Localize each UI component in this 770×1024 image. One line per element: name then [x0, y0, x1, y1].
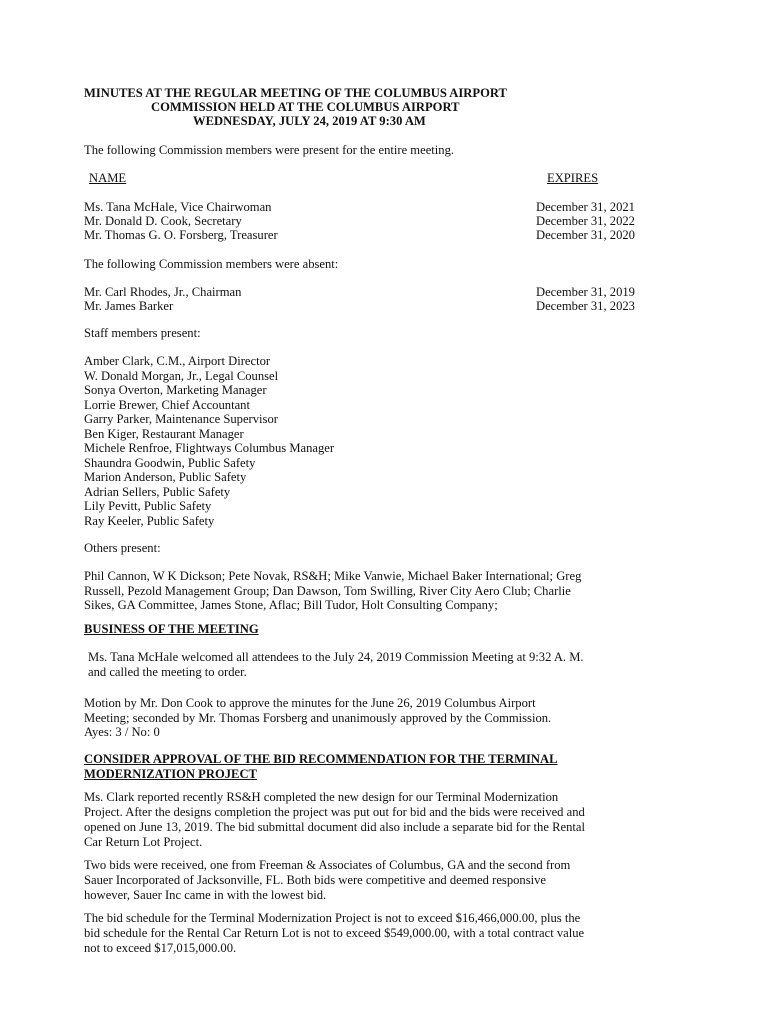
welcome-line: Ms. Tana McHale welcomed all attendees to the July 24, 2019 Commission Meeting at 9:32 A. M. — [88, 650, 584, 664]
title-line-3: WEDNESDAY, JULY 24, 2019 AT 9:30 AM — [193, 114, 426, 128]
others-line: Phil Cannon, W K Dickson; Pete Novak, RS&H; Mike Vanwie, Michael Baker International; Greg — [84, 569, 582, 583]
absent-member-name: Mr. James Barker — [84, 299, 174, 313]
staff-member: Marion Anderson, Public Safety — [84, 470, 247, 484]
motion-line: Ayes: 3 / No: 0 — [84, 725, 160, 739]
present-member-expires: December 31, 2022 — [536, 214, 635, 228]
business-heading: BUSINESS OF THE MEETING — [84, 622, 259, 636]
others-line: Russell, Pezold Management Group; Dan Dawson, Tom Swilling, River City Aero Club; Charlie — [84, 583, 571, 598]
bid-heading-line: CONSIDER APPROVAL OF THE BID RECOMMENDATION FOR THE TERMINAL — [84, 752, 558, 766]
present-member-name: Mr. Donald D. Cook, Secretary — [84, 214, 242, 228]
bid-para3-line: not to exceed $17,015,000.00. — [84, 941, 237, 955]
bid-para3-line: The bid schedule for the Terminal Modernization Project is not to exceed $16,466,000.00, plus the — [84, 911, 581, 925]
bid-para1-line: Ms. Clark reported recently RS&H completed the new design for our Terminal Modernization — [84, 790, 559, 804]
bid-para1-line: Project. After the designs completion the project was put out for bid and the bids were received and — [84, 805, 585, 819]
present-intro: The following Commission members were present for the entire meeting. — [84, 143, 455, 157]
staff-member: Lily Pevitt, Public Safety — [84, 499, 212, 513]
expires-column-header: EXPIRES — [547, 171, 599, 185]
staff-member: Garry Parker, Maintenance Supervisor — [84, 412, 278, 426]
present-member-expires: December 31, 2021 — [536, 200, 635, 214]
welcome-line: and called the meeting to order. — [88, 665, 247, 679]
motion-line: Meeting; seconded by Mr. Thomas Forsberg and unanimously approved by the Commission. — [84, 710, 552, 725]
staff-member: Shaundra Goodwin, Public Safety — [84, 455, 256, 470]
bid-heading-line: MODERNIZATION PROJECT — [84, 766, 257, 781]
staff-intro: Staff members present: — [84, 326, 201, 340]
bid-para1-line: Car Return Lot Project. — [84, 835, 203, 849]
others-line: Sikes, GA Committee, James Stone, Aflac; Bill Tudor, Holt Consulting Company; — [84, 598, 498, 612]
title-line-2: COMMISSION HELD AT THE COLUMBUS AIRPORT — [151, 100, 460, 114]
title-line-1: MINUTES AT THE REGULAR MEETING OF THE COLUMBUS AIRPORT — [84, 86, 507, 100]
staff-member: Amber Clark, C.M., Airport Director — [84, 354, 271, 368]
staff-member: Sonya Overton, Marketing Manager — [84, 383, 267, 397]
staff-member: Adrian Sellers, Public Safety — [84, 484, 231, 499]
bid-para2-line: Sauer Incorporated of Jacksonville, FL. Both bids were competitive and deemed responsive — [84, 873, 546, 887]
present-member-name: Ms. Tana McHale, Vice Chairwoman — [84, 200, 272, 214]
name-column-header: NAME — [89, 171, 127, 185]
absent-intro: The following Commission members were absent: — [84, 257, 339, 271]
bid-para2-line: Two bids were received, one from Freeman & Associates of Columbus, GA and the second from — [84, 858, 571, 872]
bid-para3-line: bid schedule for the Rental Car Return Lot is not to exceed $549,000.00, with a total contract value — [84, 926, 585, 940]
present-member-expires: December 31, 2020 — [536, 228, 635, 242]
absent-member-expires: December 31, 2023 — [536, 299, 635, 313]
present-member-name: Mr. Thomas G. O. Forsberg, Treasurer — [84, 228, 278, 242]
absent-member-expires: December 31, 2019 — [536, 285, 635, 299]
bid-para2-line: however, Sauer Inc came in with the lowest bid. — [84, 888, 327, 902]
staff-member: W. Donald Morgan, Jr., Legal Counsel — [84, 368, 279, 383]
staff-member: Ben Kiger, Restaurant Manager — [84, 426, 244, 441]
staff-member: Ray Keeler, Public Safety — [84, 513, 215, 528]
staff-member: Michele Renfroe, Flightways Columbus Manager — [84, 441, 335, 455]
others-intro: Others present: — [84, 541, 161, 555]
motion-line: Motion by Mr. Don Cook to approve the minutes for the June 26, 2019 Columbus Airport — [84, 696, 536, 710]
absent-member-name: Mr. Carl Rhodes, Jr., Chairman — [84, 285, 242, 299]
bid-para1-line: opened on June 13, 2019. The bid submittal document did also include a separate bid for the Rental — [84, 820, 585, 834]
staff-member: Lorrie Brewer, Chief Accountant — [84, 397, 250, 412]
